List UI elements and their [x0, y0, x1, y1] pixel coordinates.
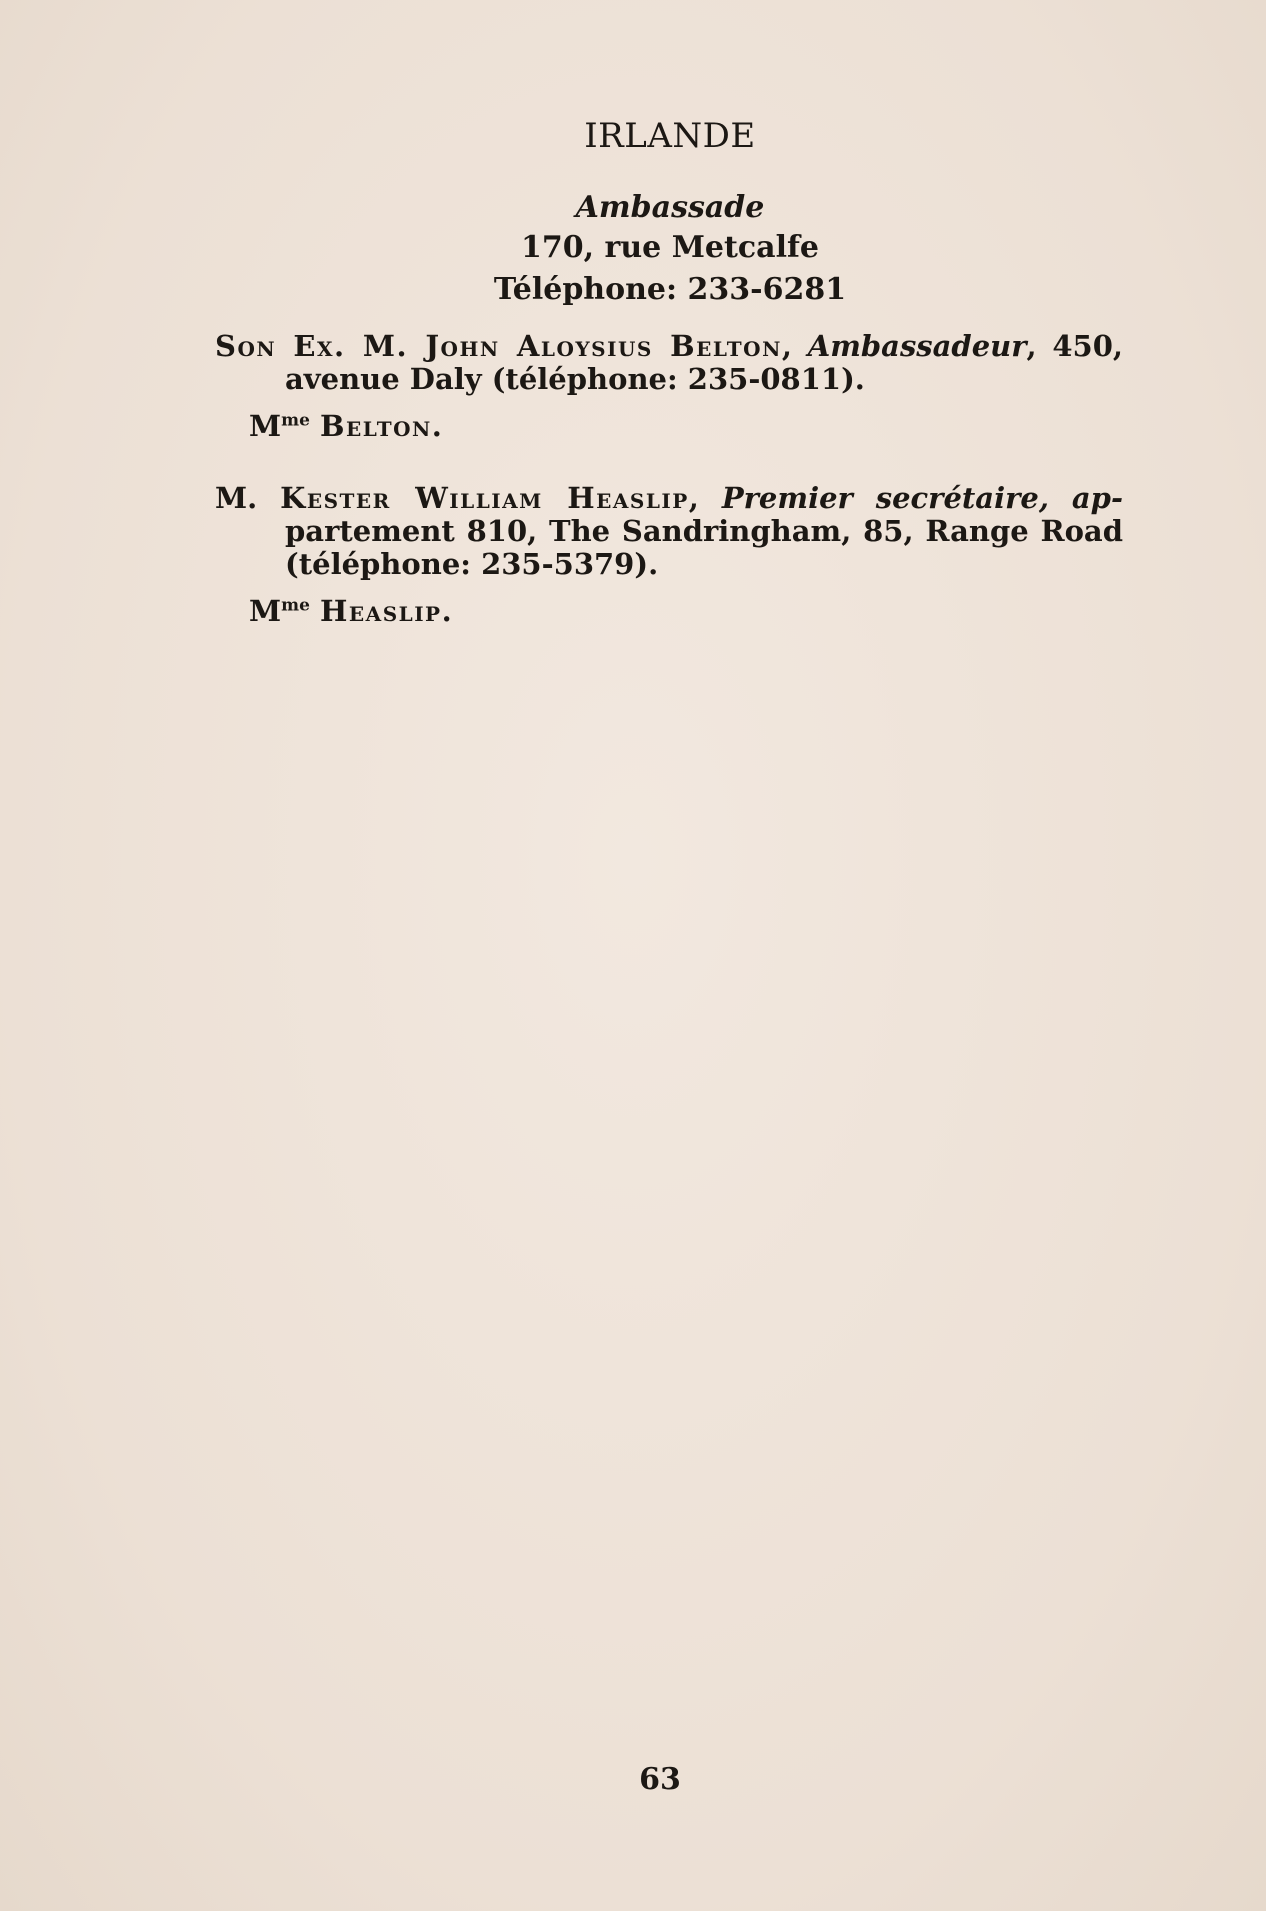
diplomat-detail: , 450, — [1026, 329, 1123, 363]
country-heading: IRLANDE — [584, 116, 756, 156]
diplomat-entry — [215, 330, 1123, 443]
spouse-line — [215, 410, 1123, 443]
spouse-sup: me — [281, 410, 310, 431]
spouse-prefix: M — [249, 409, 282, 443]
diplomat-name: John Aloysius Belton — [425, 329, 782, 363]
diplomat-prefix: Son Ex. M. — [215, 329, 426, 363]
mission-phone: Téléphone: 233-6281 — [493, 272, 847, 307]
diplomat-address: avenue Daly (téléphone: 235-0811). — [285, 362, 865, 396]
mission-type: Ambassade — [575, 190, 765, 225]
separator: , — [688, 481, 722, 515]
spouse-sup: me — [281, 595, 310, 616]
spouse-name: Belton. — [320, 409, 444, 443]
diplomat-line — [215, 482, 1123, 581]
diplomat-name: Kester William Heaslip — [280, 481, 689, 515]
spouse-prefix: M — [249, 594, 282, 628]
mission-address: 170, rue Metcalfe — [521, 230, 819, 265]
page-number: 63 — [639, 1762, 681, 1797]
diplomat-address: partement 810, The Sandringham, 85, Range Road (téléphone: 235-5379). — [285, 514, 1123, 581]
diplomat-entry — [215, 482, 1123, 628]
spouse-line — [215, 595, 1123, 628]
spouse-name: Heaslip. — [320, 594, 454, 628]
diplomat-title: Ambassadeur — [807, 329, 1027, 363]
diplomat-title: Premier secrétaire, ap- — [721, 481, 1123, 515]
diplomat-line — [215, 330, 1123, 396]
separator: , — [781, 329, 808, 363]
diplomat-prefix: M. — [215, 481, 281, 515]
